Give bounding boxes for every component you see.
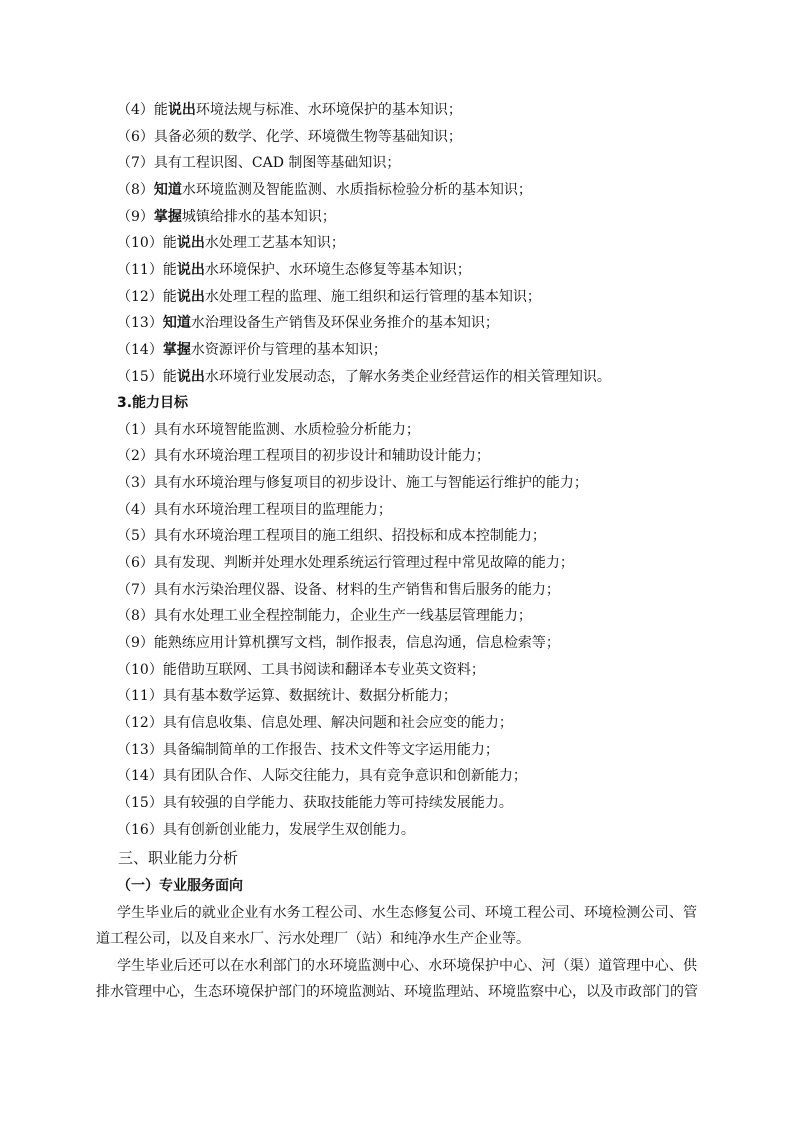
item-number: （4） [117, 102, 154, 118]
subsection-heading: （一）专业服务面向 [117, 877, 243, 894]
knowledge-item [117, 181, 532, 199]
item-number: （12） [117, 288, 163, 305]
item-text: 能 [162, 288, 177, 305]
item-number: （13） [117, 315, 163, 332]
knowledge-item [117, 234, 345, 252]
item-text: 能 [162, 261, 177, 278]
item-keyword: 说出 [176, 261, 205, 278]
ability-item: （3）具有水环境治理与修复项目的初步设计、施工与智能运行维护的能力； [117, 475, 588, 492]
ability-heading: 3.能力目标 [117, 395, 189, 412]
item-text: 能 [162, 235, 177, 252]
ability-item: （7）具有水污染治理仪器、设备、材料的生产销售和售后服务的能力； [117, 581, 560, 598]
item-keyword: 知道 [153, 181, 182, 198]
ability-item: （6）具有发现、判断并处理水处理系统运行管理过程中常见故障的能力； [117, 555, 574, 572]
knowledge-item [117, 314, 499, 332]
item-number: （8） [117, 181, 154, 198]
ability-item: （14）具有团队合作、人际交往能力，具有竞争意识和创新能力； [117, 768, 527, 785]
item-text: 具备必须的数学、化学、环境微生物等基础知识； [153, 128, 462, 145]
ability-item: （5）具有水环境治理工程项目的施工组织、招投标和成本控制能力； [117, 528, 546, 545]
ability-item: （4）具有水环境治理工程项目的监理能力； [117, 501, 392, 518]
paragraph-line: 学生毕业后的就业企业有水务工程公司、水生态修复公司、环境工程公司、环境检测公司、管 [117, 904, 697, 921]
item-text: 水环境保护、水环境生态修复等基本知识； [204, 261, 471, 278]
knowledge-item [117, 154, 400, 172]
item-text: 水处理工程的监理、施工组织和运行管理的基本知识； [204, 288, 541, 305]
item-number: （7） [117, 155, 154, 172]
item-keyword: 说出 [176, 288, 205, 305]
paragraph-line: 道工程公司，以及自来水厂、污水处理厂（站）和纯净水生产企业等。 [96, 931, 530, 948]
ability-item: （12）具有信息收集、信息处理、解决问题和社会应变的能力； [117, 714, 513, 731]
item-text: 水资源评价与管理的基本知识； [190, 341, 387, 358]
knowledge-item [117, 128, 462, 146]
item-keyword: 说出 [176, 235, 205, 252]
item-text: 能 [153, 102, 168, 118]
item-keyword: 掌握 [153, 208, 182, 225]
ability-item: （9）能熟练应用计算机撰写文档，制作报表，信息沟通，信息检索等； [117, 635, 560, 651]
item-text: 水治理设备生产销售及环保业务推介的基本知识； [190, 315, 499, 332]
knowledge-item [117, 341, 387, 359]
item-text: 水处理工艺基本知识； [204, 235, 345, 252]
item-number: （6） [117, 128, 154, 145]
knowledge-item [117, 368, 611, 386]
ability-item: （10）能借助互联网、工具书阅读和翻译本专业英文资料； [117, 661, 485, 678]
item-text: 城镇给排水的基本知识； [181, 208, 336, 225]
section-heading: 三、职业能力分析 [118, 849, 239, 868]
item-number: （14） [117, 341, 163, 358]
item-number: （15） [117, 368, 163, 385]
item-number: （11） [117, 261, 163, 278]
ability-item: （16）具有创新创业能力，发展学生双创能力。 [117, 821, 415, 838]
item-keyword: 掌握 [162, 341, 191, 358]
knowledge-item [117, 208, 336, 226]
item-text: 具有工程识图、CAD 制图等基础知识； [153, 155, 401, 172]
knowledge-item [117, 288, 541, 306]
ability-item: （1）具有水环境智能监测、水质检验分析能力； [117, 421, 420, 438]
item-text: 能 [162, 368, 177, 385]
item-text: 环境法规与标准、水环境保护的基本知识； [195, 102, 462, 118]
ability-item: （13）具备编制简单的工作报告、技术文件等文字运用能力； [117, 741, 499, 758]
knowledge-item [117, 101, 462, 119]
knowledge-item [117, 261, 471, 279]
paragraph-line: 学生毕业后还可以在水利部门的水环境监测中心、水环境保护中心、河（渠）道管理中心、供 [117, 957, 697, 974]
item-number: （9） [117, 208, 154, 225]
item-keyword: 说出 [167, 102, 196, 118]
item-text: 水环境监测及智能监测、水质指标检验分析的基本知识； [181, 181, 532, 198]
item-keyword: 说出 [176, 368, 205, 385]
item-text: 水环境行业发展动态，了解水务类企业经营运作的相关管理知识。 [204, 368, 611, 385]
item-number: （10） [117, 235, 163, 252]
ability-item: （15）具有较强的自学能力、获取技能能力等可持续发展能力。 [117, 794, 513, 811]
ability-item: （8）具有水处理工业全程控制能力，企业生产一线基层管理能力； [117, 608, 532, 625]
item-keyword: 知道 [162, 315, 191, 332]
ability-item: （2）具有水环境治理工程项目的初步设计和辅助设计能力； [117, 448, 490, 465]
ability-item: （11）具有基本数学运算、数据统计、数据分析能力； [117, 688, 457, 705]
paragraph-line: 排水管理中心，生态环境保护部门的环境监测站、环境监理站、环境监察中心，以及市政部门的管 [96, 984, 698, 1001]
